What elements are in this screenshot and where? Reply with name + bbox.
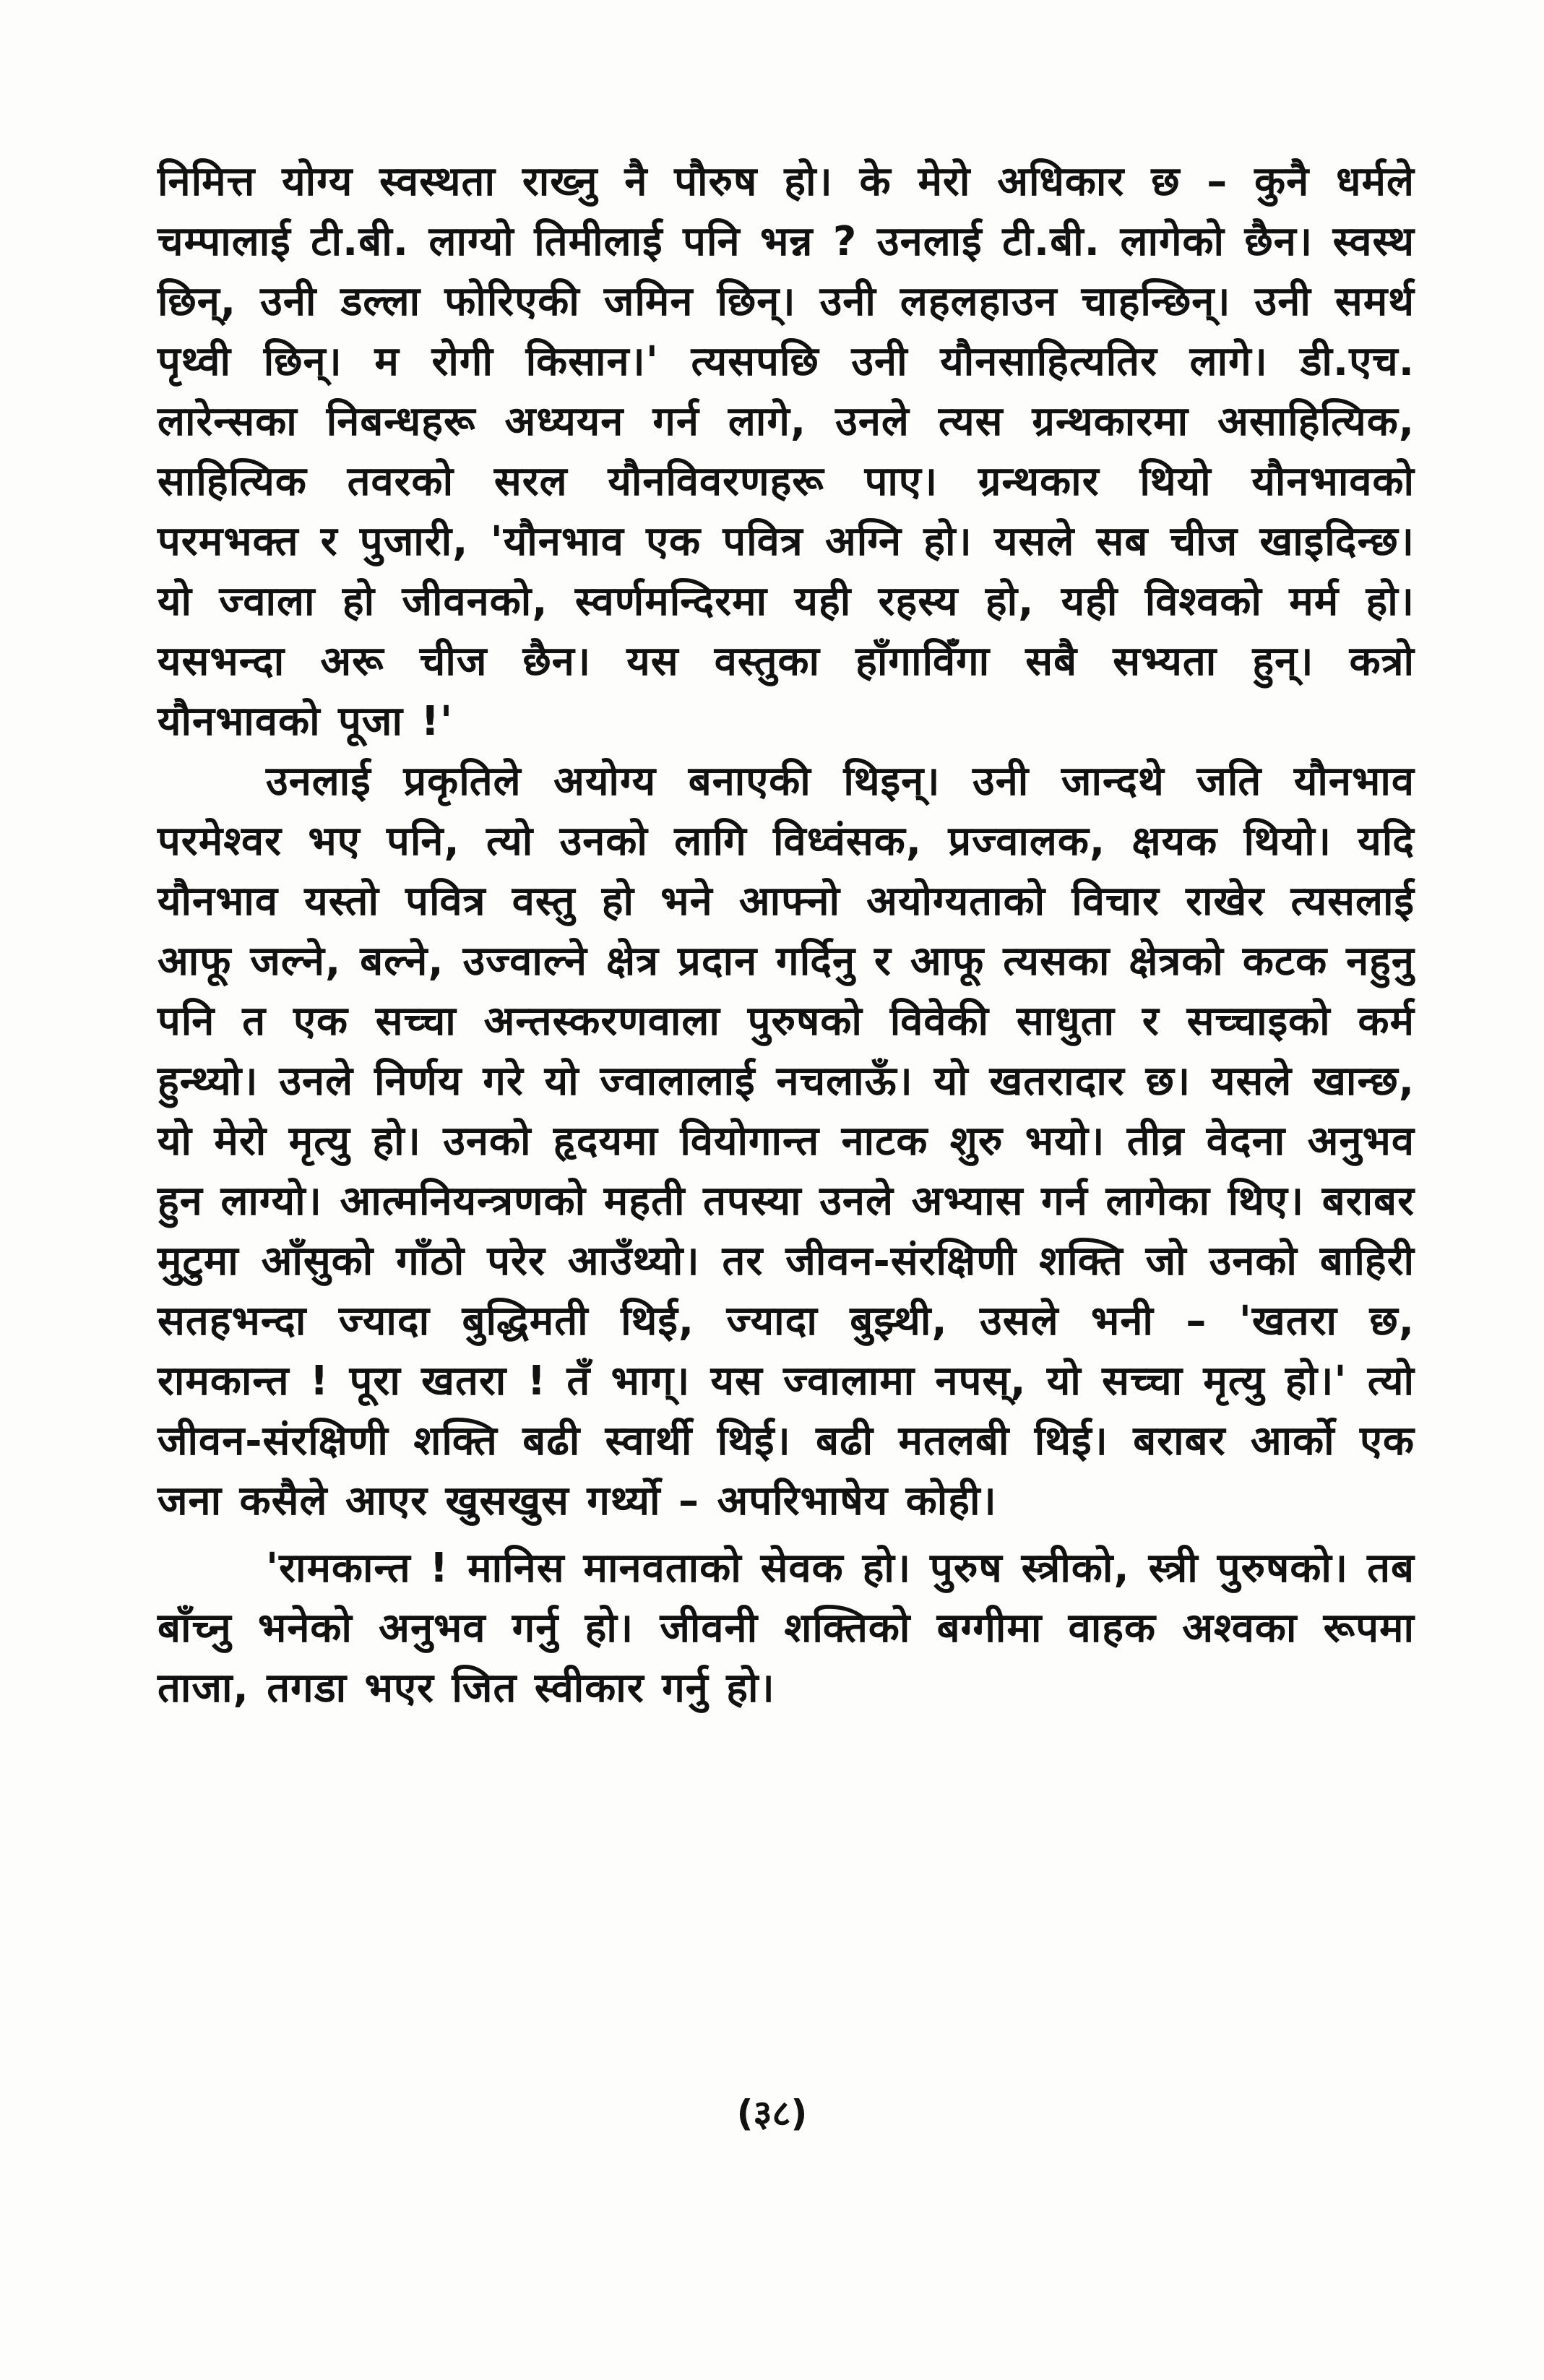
paragraph-2: उनलाई प्रकृतिले अयोग्य बनाएकी थिइन्। उनी जान्दथे जति यौनभाव परमेश्वर भए पनि, त्यो उनको लागि विध्वंसक, प्रज्वालक, क्षयक थियो। यदि यौनभाव यस्तो पवित्र वस्तु हो भने आफ्नो अयोग्यताको विचार राखेर त्यसलाई आफू जल्ने, बल्ने, उज्वाल्ने क्षेत्र प्रदान गर्दिनु र आफू त्यसका क्षेत्रको कटक नहुनु पनि त एक सच्चा अन्तस्करणवाला पुरुषको विवेकी साधुता र सच्चाइको कर्म हुन्थ्यो। उनले निर्णय गरे यो ज्वालालाई नचलाऊँ। यो खतरादार छ। यसले खान्छ, यो मेरो मृत्यु हो। उनको हृदयमा वियोगान्त नाटक शुरु भयो। तीव्र वेदना अनुभव हुन लाग्यो। आत्मनियन्त्रणको महती तपस्या उनले अभ्यास गर्न लागेका थिए। बराबर मुटुमा आँसुको गाँठो परेर आउँथ्यो। तर जीवन-संरक्षिणी शक्ति जो उनको बाहिरी सतहभन्दा ज्यादा बुद्धिमती थिई, ज्यादा बुझ्थी, उसले भनी – 'खतरा छ, रामकान्त ! पूरा खतरा ! तँ भाग्। यस ज्वालामा नपस्, यो सच्चा मृत्यु हो।' त्यो जीवन-संरक्षिणी शक्ति बढी स्वार्थी थिई। बढी मतलबी थिई। बराबर आर्को एक जना कसैले आएर खुसखुस गर्थ्यो – अपरिभाषेय कोही। — [158, 758, 1415, 1525]
body-text — [158, 152, 1415, 1718]
page-number: (३८) — [736, 2092, 808, 2134]
paragraph-1: निमित्त योग्य स्वस्थता राख्नु नै पौरुष हो। के मेरो अधिकार छ – कुनै धर्मले चम्पालाई टी.बी. लाग्यो तिमीलाई पनि भन्न ? उनलाई टी.बी. लागेको छैन। स्वस्थ छिन्, उनी डल्ला फोरिएकी जमिन छिन्। उनी लहलहाउन चाहन्छिन्। उनी समर्थ पृथ्वी छिन्। म रोगी किसान।' त्यसपछि उनी यौनसाहित्यतिर लागे। डी.एच. लारेन्सका निबन्धहरू अध्ययन गर्न लागे, उनले त्यस ग्रन्थकारमा असाहित्यिक, साहित्यिक तवरको सरल यौनविवरणहरू पाए। ग्रन्थकार थियो यौनभावको परमभक्त र पुजारी, 'यौनभाव एक पवित्र अग्नि हो। यसले सब चीज खाइदिन्छ। यो ज्वाला हो जीवनको, स्वर्णमन्दिरमा यही रहस्य हो, यही विश्वको मर्म हो। यसभन्दा अरू चीज छैन। यस वस्तुका हाँगाविँगा सबै सभ्यता हुन्। कत्रो यौनभावको पूजा !' — [158, 158, 1415, 745]
paragraph-3: 'रामकान्त ! मानिस मानवताको सेवक हो। पुरुष स्त्रीको, स्त्री पुरुषको। तब बाँच्नु भनेको अनुभव गर्नु हो। जीवनी शक्तिको बग्गीमा वाहक अश्वका रूपमा ताजा, तगडा भएर जित स्वीकार गर्नु हो। — [158, 1545, 1415, 1712]
